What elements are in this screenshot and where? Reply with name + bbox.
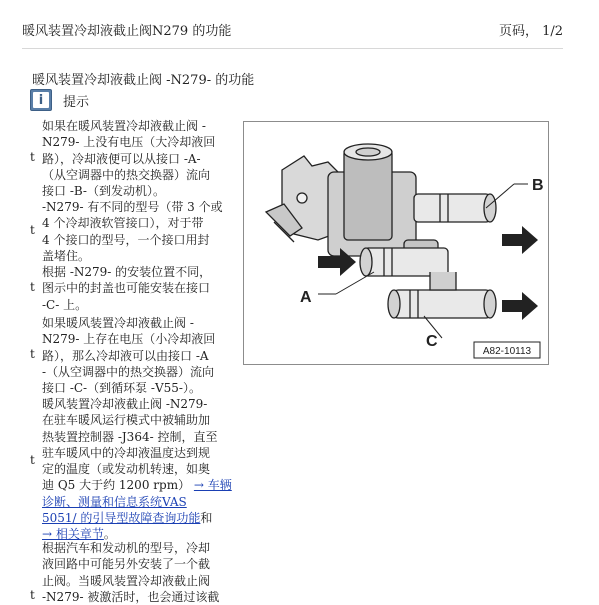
label-a: A [300,289,312,306]
figure-code: A82-10113 [482,346,532,357]
vas-diagnosis-link-cont[interactable]: 诊断、测量和信息系统VAS [42,494,187,509]
text-line: -N279- 被激活时，也会通过该截 [42,589,220,604]
bullet-marker: t [30,150,35,164]
text-line: -N279- 有不同的型号（带 3 个或 [42,200,223,214]
info-icon: i [30,89,52,111]
hint-label: 提示 [63,94,90,110]
text-line: 路），那么冷却液可以由接口 -A [42,348,209,363]
text-line: 图示中的封盖也可能安装在接口 [42,281,211,296]
text-line: -C- 上。 [42,297,88,312]
section-title: 暖风装置冷却液截止阀 -N279- 的功能 [32,73,255,88]
text-line: 液回路中可能另外安装了一个截 [42,557,211,572]
paragraph-2 [30,199,235,264]
outflow-arrow-b [502,226,538,254]
vas-diagnosis-link[interactable]: → 车辆 [193,478,232,493]
paragraph-3 [30,264,235,313]
text-line: 接口 -C-（到循环泵 -V55-）。 [42,381,201,396]
text-line: N279- 上存在电压（小冷却液回 [42,332,216,347]
bullet-marker: t [30,223,35,237]
related-chapter-link[interactable]: → 相关章节 [42,527,104,542]
bullet-marker: t [30,347,35,361]
valve-diagram [243,121,549,365]
text-fragment: 。 [103,527,116,542]
document-header-title: 暖风装置冷却液截止阀N279 的功能 [22,24,232,39]
port-b [414,194,496,222]
text-line: 4 个冷却液软管接口），对于带 [42,216,204,231]
text-line: （从空调器中的热交换器）流向 [42,167,211,182]
hint-heading [30,88,89,112]
paragraph-1 [30,118,235,199]
text-line: 路），冷却液便可以从接口 -A- [42,151,201,166]
text-line: 4 个接口的型号，一个接口用封 [42,232,210,247]
text-line: -（从空调器中的热交换器）流向 [42,364,215,379]
text-line [42,477,235,493]
text-line: 如果在暖风装置冷却液截止阀 - [42,119,206,133]
text-line: 根据汽车和发动机的型号，冷却 [42,541,211,555]
text-line: 在驻车暖风运行模式中被辅助加 [42,413,211,428]
label-b: B [532,177,544,194]
text-line: 如果暖风装置冷却液截止阀 - [42,316,194,330]
text-line: 接口 -B-（到发动机）。 [42,184,165,199]
text-line [42,494,235,510]
text-line: 驻车暖风中的冷却液温度达到规 [42,445,211,460]
port-a [360,248,448,276]
header-divider [22,48,563,49]
bullet-marker: t [30,453,35,467]
bullet-marker: t [30,280,35,294]
port-c [388,272,496,318]
page-number: 页码， 1/2 [498,24,563,39]
label-c: C [426,333,438,350]
paragraph-5 [30,396,235,543]
bullet-marker: t [30,588,35,602]
text-fragment: 和 [200,511,213,526]
text-line: 根据 -N279- 的安装位置不同， [42,265,212,279]
text-line: 盖堵住。 [42,248,91,263]
text-line: N279- 上没有电压（大冷却液回 [42,135,216,150]
text-line [42,510,235,526]
text-fragment: 迪 Q5 大于约 1200 rpm） [42,478,191,493]
paragraph-4 [30,315,235,396]
text-line: 定的温度（或发动机转速，如奥 [42,462,211,477]
text-line: 暖风装置冷却液截止阀 -N279- [42,397,208,411]
vas-diagnosis-link-end[interactable]: 5051/ 的引导型故障查询功能 [42,511,201,526]
paragraph-6 [30,540,235,605]
outflow-arrow-c [502,292,538,320]
text-line: 热装置控制器 -J364- 控制，直至 [42,429,218,444]
text-line: 止阀。当暖风装置冷却液截止阀 [42,573,211,588]
